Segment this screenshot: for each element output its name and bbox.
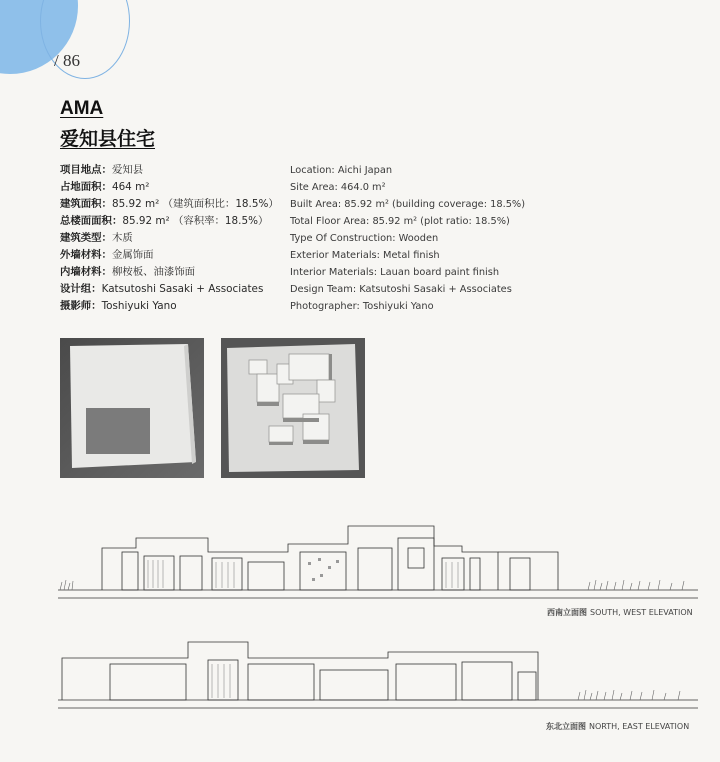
spec-value: 85.92 m² （建筑面积比：18.5%）	[111, 198, 279, 210]
caption-zh: 东北立面图	[546, 722, 586, 731]
spec-label: 外墙材料：	[60, 249, 112, 261]
project-title-cn: 爱知县住宅	[60, 128, 156, 150]
spec-value: 爱知县	[111, 164, 144, 176]
elevation-caption-south-west	[547, 607, 693, 618]
spec-label: 设计组：	[60, 283, 102, 295]
spec-value: 木质	[111, 232, 133, 244]
spec-label: 建筑面积：	[60, 198, 112, 210]
page-number: / 86	[54, 51, 80, 70]
spec-label: 项目地点：	[60, 164, 112, 176]
caption-zh: 西南立面图	[547, 608, 587, 617]
caption-en: NORTH, EAST ELEVATION	[589, 722, 690, 731]
north-east-elevation-drawing	[58, 632, 698, 722]
spec-row	[60, 162, 279, 179]
spec-row-en: Type Of Construction: Wooden	[290, 233, 439, 244]
spec-label: 建筑类型：	[60, 232, 112, 244]
spec-label: 总楼面面积：	[60, 215, 123, 227]
spec-row-en: Photographer: Toshiyuki Yano	[290, 301, 434, 312]
spec-row	[60, 196, 279, 213]
spec-value: 金属饰面	[111, 249, 154, 261]
spec-row-en: Site Area: 464.0 m²	[290, 182, 386, 193]
model-photo-1	[60, 338, 204, 478]
spec-label: 内墙材料：	[60, 266, 112, 278]
model-photo-2	[221, 338, 365, 478]
spec-row	[60, 179, 279, 196]
spec-row	[60, 247, 279, 264]
elevation-caption-north-east	[546, 721, 689, 732]
specs-english	[290, 162, 525, 315]
specs-chinese	[60, 162, 279, 315]
spec-value: Toshiyuki Yano	[101, 300, 177, 312]
spec-row-en: Exterior Materials: Metal finish	[290, 250, 440, 261]
spec-row-en: Location: Aichi Japan	[290, 165, 393, 176]
spec-row	[60, 298, 279, 315]
spec-row-en: Total Floor Area: 85.92 m² (plot ratio: 18.5%)	[290, 216, 510, 227]
spec-row	[60, 213, 279, 230]
spec-row-en: Design Team: Katsutoshi Sasaki + Associates	[290, 284, 512, 295]
spec-row	[60, 230, 279, 247]
spec-label: 占地面积：	[60, 181, 112, 193]
spec-row-en: Interior Materials: Lauan board paint finish	[290, 267, 500, 278]
spec-value: 464 m²	[111, 181, 150, 193]
spec-label: 摄影师：	[60, 300, 102, 312]
spec-row-en: Built Area: 85.92 m² (building coverage: 18.5%)	[290, 199, 526, 210]
spec-value: 85.92 m² （容积率：18.5%）	[122, 215, 269, 227]
spec-row	[60, 264, 279, 281]
south-west-elevation-drawing	[58, 518, 698, 608]
spec-value: Katsutoshi Sasaki + Associates	[101, 283, 264, 295]
caption-en: SOUTH, WEST ELEVATION	[590, 608, 693, 617]
spec-row	[60, 281, 279, 298]
spec-value: 柳桉板、油漆饰面	[111, 266, 196, 278]
project-title-en: AMA	[60, 98, 104, 119]
